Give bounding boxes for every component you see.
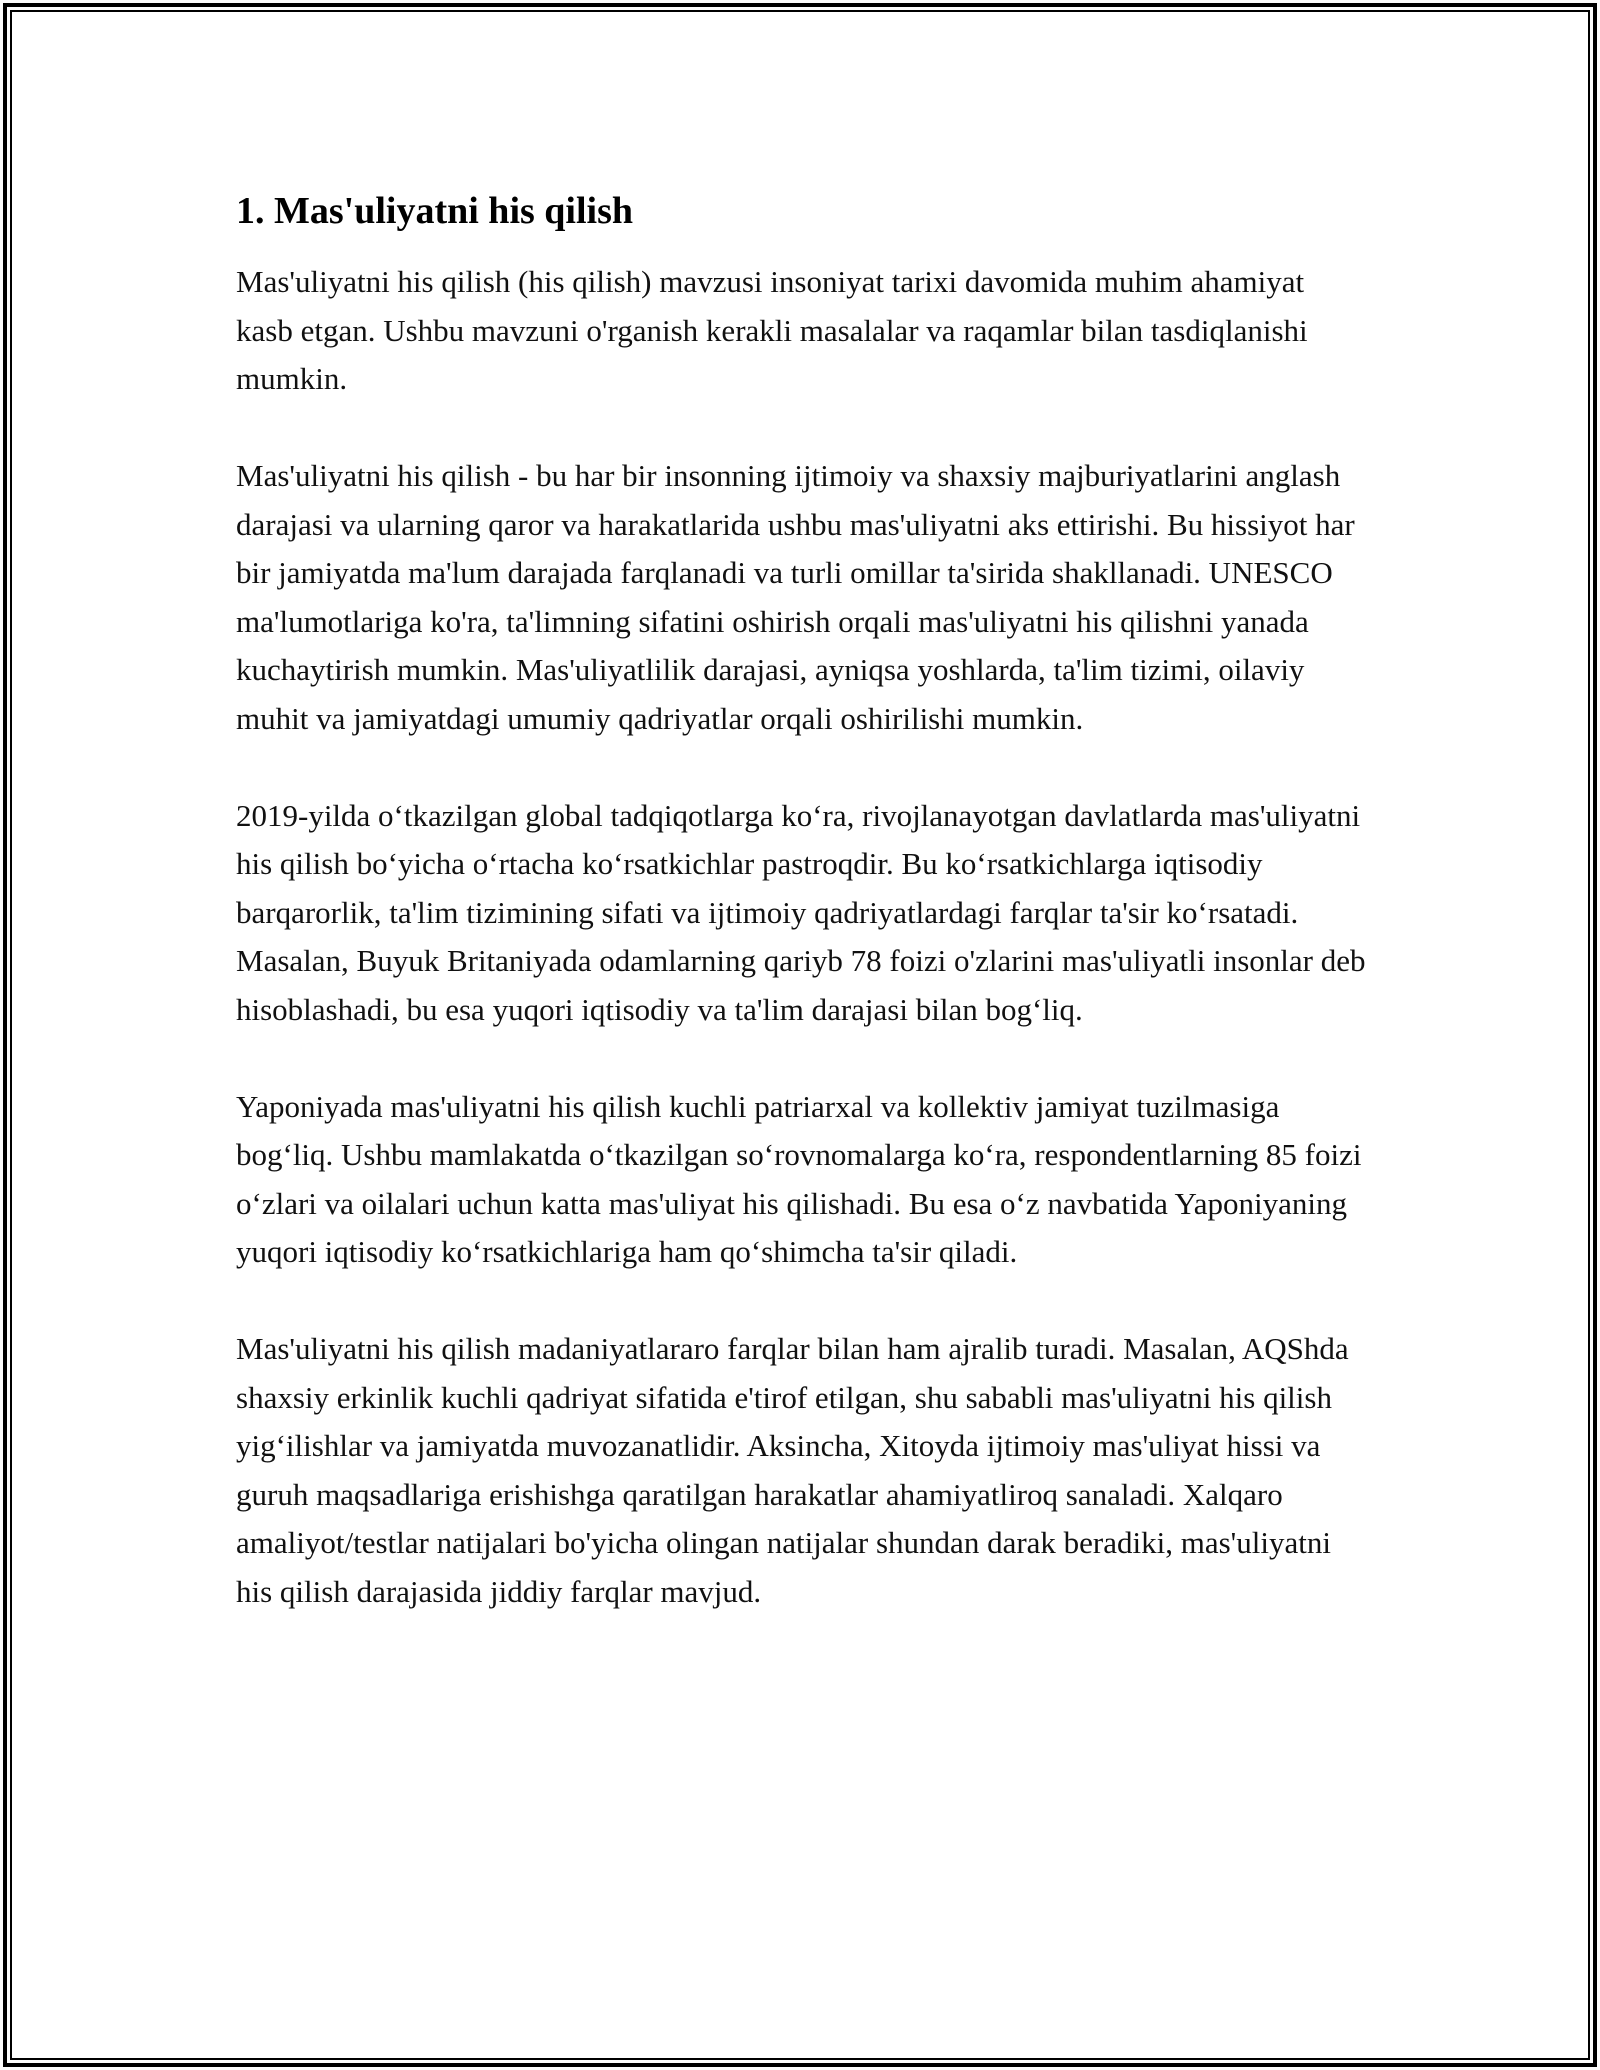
paragraph-japan: Yaponiyada mas'uliyatni his qilish kuchli patriarxal va kollektiv jamiyat tuzilmasiga bog‘liq. Ushbu mamlakatda o‘tkazilgan so‘rovnomalarga ko‘ra, respondentlarning 85 foizi o‘zlari va oilalari uchun katta mas'uliyat his qilishadi. Bu esa o‘z navbatida Yaponiyaning yuqori iqtisodiy ko‘rsatkichlariga ham qo‘shimcha ta'sir qiladi.	[236, 1088, 1362, 1269]
paragraph-definition: Mas'uliyatni his qilish - bu har bir insonning ijtimoiy va shaxsiy majburiyatlarini anglash darajasi va ularning qaror va harakatlarida ushbu mas'uliyatni aks ettirishi. Bu hissiyot har bir jamiyatda ma'lum darajada farqlanadi va turli omillar ta'sirida shakllanadi. UNESCO ma'lumotlariga ko'ra, ta'limning sifatini oshirish orqali mas'uliyatni his qilishni yanada kuchaytirish mumkin. Mas'uliyatlilik darajasi, ayniqsa yoshlarda, ta'lim tizimi, oilaviy muhit va jamiyatdagi umumiy qadriyatlar orqali oshirilishi mumkin.	[236, 458, 1355, 736]
document-title: 1. Mas'uliyatni his qilish	[236, 190, 634, 232]
paragraph-global-research: 2019-yilda o‘tkazilgan global tadqiqotlarga ko‘ra, rivojlanayotgan davlatlarda mas'uliyatni his qilish bo‘yicha o‘rtacha ko‘rsatkichlar pastroqdir. Bu ko‘rsatkichlarga iqtisodiy barqarorlik, ta'lim tizimining sifati va ijtimoiy qadriyatlardagi farqlar ta'sir ko‘rsatadi. Masalan, Buyuk Britaniyada odamlarning qariyb 78 foizi o'zlarini mas'uliyatli insonlar deb hisoblashadi, bu esa yuqori iqtisodiy va ta'lim darajasi bilan bog‘liq.	[236, 797, 1366, 1027]
paragraph-intro: Mas'uliyatni his qilish (his qilish) mavzusi insoniyat tarixi davomida muhim ahamiyat kasb etgan. Ushbu mavzuni o'rganish kerakli masalalar va raqamlar bilan tasdiqlanishi mumkin.	[236, 264, 1308, 396]
document-body	[236, 186, 1366, 1665]
paragraph-intercultural: Mas'uliyatni his qilish madaniyatlararo farqlar bilan ham ajralib turadi. Masalan, AQShda shaxsiy erkinlik kuchli qadriyat sifatida e'tirof etilgan, shu sababli mas'uliyatni his qilish yig‘ilishlar va jamiyatda muvozanatlidir. Aksincha, Xitoyda ijtimoiy mas'uliyat hissi va guruh maqsadlariga erishishga qaratilgan harakatlar ahamiyatliroq sanaladi. Xalqaro amaliyot/testlar natijalari bo'yicha olingan natijalar shundan darak beradiki, mas'uliyatni his qilish darajasida jiddiy farqlar mavjud.	[236, 1331, 1349, 1609]
